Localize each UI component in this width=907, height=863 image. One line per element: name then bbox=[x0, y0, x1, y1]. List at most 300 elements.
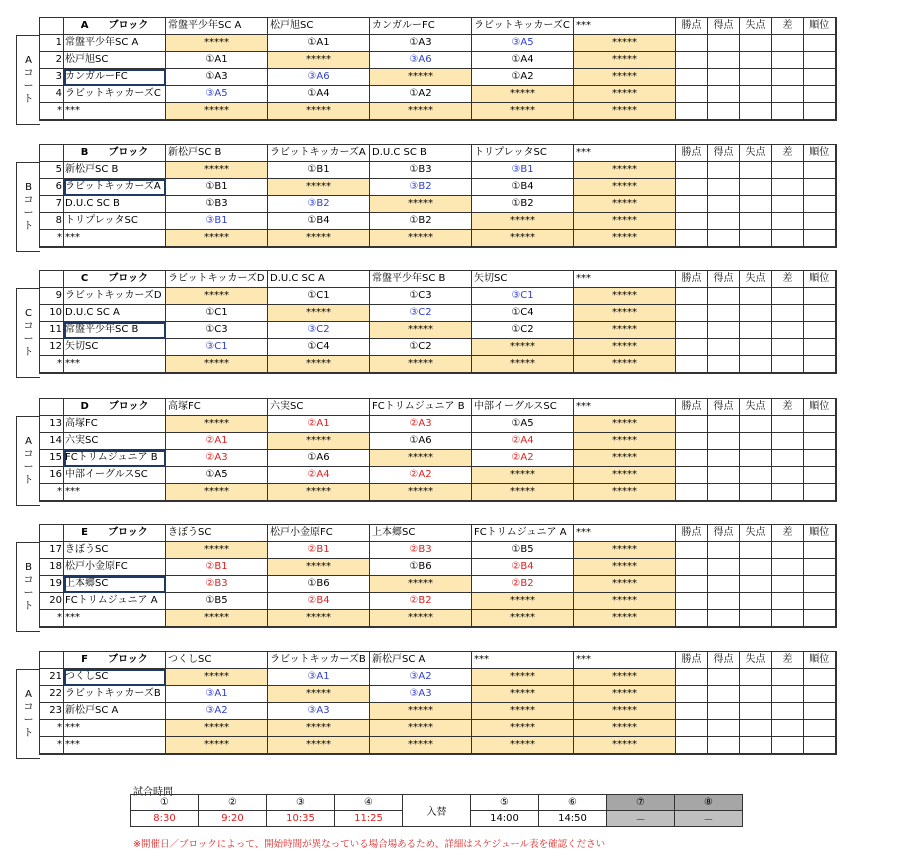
opponent-header: *** bbox=[574, 399, 676, 416]
opponent-header: 中部イーグルスSC bbox=[472, 399, 574, 416]
team-name: *** bbox=[64, 484, 166, 502]
stat-cell bbox=[708, 103, 740, 121]
team-name: 新松戸SC A bbox=[64, 703, 166, 720]
stat-cell bbox=[804, 669, 836, 686]
team-number: 2 bbox=[40, 52, 64, 69]
stat-cell bbox=[772, 356, 804, 374]
team-number: 10 bbox=[40, 305, 64, 322]
header-num-blank bbox=[40, 145, 64, 162]
match-cell: ①A3 bbox=[370, 35, 472, 52]
match-cell: ①A2 bbox=[370, 86, 472, 103]
match-times-title: 試合時間 bbox=[133, 787, 173, 798]
stat-cell bbox=[804, 196, 836, 213]
stat-cell bbox=[708, 288, 740, 305]
table-row bbox=[40, 339, 836, 356]
court-label bbox=[16, 669, 40, 759]
stat-cell bbox=[740, 288, 772, 305]
match-cell: ③B1 bbox=[472, 162, 574, 179]
court-label-char: ト bbox=[23, 475, 34, 486]
court-label-char: ー bbox=[23, 462, 34, 473]
stat-cell bbox=[708, 610, 740, 628]
stat-cell bbox=[804, 69, 836, 86]
stat-cell bbox=[676, 433, 708, 450]
match-cell: ③C2 bbox=[370, 305, 472, 322]
team-name: 上本郷SC bbox=[64, 576, 166, 593]
stat-cell bbox=[708, 322, 740, 339]
stat-header: 失点 bbox=[740, 652, 772, 669]
team-number: * bbox=[40, 720, 64, 737]
blank-cell: ***** bbox=[472, 737, 574, 755]
opponent-header: 新松戸SC B bbox=[166, 145, 268, 162]
blank-cell: ***** bbox=[574, 484, 676, 502]
opponent-header: 矢切SC bbox=[472, 271, 574, 288]
stat-cell bbox=[708, 576, 740, 593]
blank-cell: ***** bbox=[268, 610, 370, 628]
stat-cell bbox=[740, 86, 772, 103]
table-row bbox=[40, 576, 836, 593]
match-cell: ①C2 bbox=[472, 322, 574, 339]
stat-cell bbox=[804, 179, 836, 196]
opponent-header: ラビットキッカーズD bbox=[166, 271, 268, 288]
blank-cell: ***** bbox=[370, 720, 472, 737]
stat-cell bbox=[772, 559, 804, 576]
team-number: 15 bbox=[40, 450, 64, 467]
slot-2-time: 9:20 bbox=[199, 811, 267, 827]
match-cell: ①B4 bbox=[268, 213, 370, 230]
stat-cell bbox=[708, 305, 740, 322]
team-name: 常盤平少年SC A bbox=[64, 35, 166, 52]
stat-cell bbox=[772, 69, 804, 86]
court-label-char: コ bbox=[23, 575, 34, 586]
team-name: つくしSC bbox=[64, 669, 166, 686]
team-number: 13 bbox=[40, 416, 64, 433]
blank-cell: ***** bbox=[472, 467, 574, 484]
match-cell: ①B2 bbox=[472, 196, 574, 213]
slot-6-time: 14:50 bbox=[539, 811, 607, 827]
table-row bbox=[40, 103, 836, 121]
team-number: 11 bbox=[40, 322, 64, 339]
team-number: * bbox=[40, 356, 64, 374]
team-name: トリプレッタSC bbox=[64, 213, 166, 230]
stat-cell bbox=[676, 593, 708, 610]
table-row bbox=[40, 322, 836, 339]
stat-header: 得点 bbox=[708, 145, 740, 162]
table-row bbox=[40, 542, 836, 559]
stat-cell bbox=[772, 103, 804, 121]
match-cell: ①B1 bbox=[166, 179, 268, 196]
stat-header: 勝点 bbox=[676, 145, 708, 162]
match-cell: ②A1 bbox=[166, 433, 268, 450]
match-cell: ③A1 bbox=[166, 686, 268, 703]
opponent-header: FCトリムジュニア B bbox=[370, 399, 472, 416]
stat-header: 差 bbox=[772, 652, 804, 669]
blank-cell: ***** bbox=[166, 669, 268, 686]
opponent-header: 松戸小金原FC bbox=[268, 525, 370, 542]
opponent-header: 新松戸SC A bbox=[370, 652, 472, 669]
stat-cell bbox=[740, 703, 772, 720]
court-label-char: B bbox=[25, 182, 32, 193]
stat-cell bbox=[772, 86, 804, 103]
blank-cell: ***** bbox=[574, 162, 676, 179]
blank-cell: ***** bbox=[370, 322, 472, 339]
stat-cell bbox=[772, 737, 804, 755]
team-name: D.U.C SC A bbox=[64, 305, 166, 322]
stat-cell bbox=[676, 737, 708, 755]
team-number: * bbox=[40, 230, 64, 248]
court-label-char: コ bbox=[23, 449, 34, 460]
slot-2-label: ② bbox=[199, 795, 267, 811]
blank-cell: ***** bbox=[370, 103, 472, 121]
stat-cell bbox=[708, 86, 740, 103]
stat-cell bbox=[676, 103, 708, 121]
stat-cell bbox=[804, 103, 836, 121]
court-label-char: B bbox=[25, 562, 32, 573]
stat-cell bbox=[708, 542, 740, 559]
opponent-header: FCトリムジュニア A bbox=[472, 525, 574, 542]
stat-cell bbox=[772, 35, 804, 52]
opponent-header: ラビットキッカーズA bbox=[268, 145, 370, 162]
match-cell: ①B5 bbox=[472, 542, 574, 559]
blank-cell: ***** bbox=[574, 559, 676, 576]
slot-8-label: ⑧ bbox=[675, 795, 743, 811]
blank-cell: ***** bbox=[472, 669, 574, 686]
match-cell: ①B3 bbox=[166, 196, 268, 213]
team-number: 3 bbox=[40, 69, 64, 86]
court-label-char: A bbox=[25, 689, 32, 700]
team-name: ラビットキッカーズC bbox=[64, 86, 166, 103]
blank-cell: ***** bbox=[370, 610, 472, 628]
team-name: きぼうSC bbox=[64, 542, 166, 559]
match-cell: ②B2 bbox=[370, 593, 472, 610]
opponent-header: 高塚FC bbox=[166, 399, 268, 416]
blank-cell: ***** bbox=[574, 610, 676, 628]
table-row bbox=[40, 484, 836, 502]
stat-cell bbox=[804, 416, 836, 433]
blank-cell: ***** bbox=[166, 720, 268, 737]
stat-cell bbox=[676, 322, 708, 339]
match-cell: ①C4 bbox=[268, 339, 370, 356]
blank-cell: ***** bbox=[370, 196, 472, 213]
table-row bbox=[40, 703, 836, 720]
blank-cell: ***** bbox=[166, 737, 268, 755]
opponent-header: 上本郷SC bbox=[370, 525, 472, 542]
team-name: *** bbox=[64, 610, 166, 628]
table-row bbox=[40, 230, 836, 248]
team-number: 19 bbox=[40, 576, 64, 593]
blank-cell: ***** bbox=[472, 230, 574, 248]
match-cell: ②A1 bbox=[268, 416, 370, 433]
stat-cell bbox=[804, 35, 836, 52]
blank-cell: ***** bbox=[166, 416, 268, 433]
stat-cell bbox=[804, 288, 836, 305]
block-table bbox=[39, 524, 837, 628]
team-number: 16 bbox=[40, 467, 64, 484]
stat-header: 勝点 bbox=[676, 18, 708, 35]
stat-cell bbox=[740, 162, 772, 179]
team-number: 4 bbox=[40, 86, 64, 103]
stat-cell bbox=[740, 52, 772, 69]
team-number: 7 bbox=[40, 196, 64, 213]
stat-cell bbox=[676, 467, 708, 484]
slot-6-label: ⑥ bbox=[539, 795, 607, 811]
court-label-char: A bbox=[25, 55, 32, 66]
stat-cell bbox=[708, 196, 740, 213]
table-row bbox=[40, 686, 836, 703]
stat-cell bbox=[740, 35, 772, 52]
blank-cell: ***** bbox=[574, 356, 676, 374]
team-name: 松戸小金原FC bbox=[64, 559, 166, 576]
stat-cell bbox=[676, 703, 708, 720]
table-row bbox=[40, 450, 836, 467]
stat-cell bbox=[676, 179, 708, 196]
slot-1-time: 8:30 bbox=[131, 811, 199, 827]
match-cell: ①A5 bbox=[472, 416, 574, 433]
match-cell: ①C2 bbox=[370, 339, 472, 356]
match-cell: ③A3 bbox=[268, 703, 370, 720]
stat-cell bbox=[708, 52, 740, 69]
table-row bbox=[40, 162, 836, 179]
blank-cell: ***** bbox=[268, 179, 370, 196]
match-cell: ②B3 bbox=[166, 576, 268, 593]
stat-header: 順位 bbox=[804, 145, 836, 162]
stat-cell bbox=[772, 305, 804, 322]
opponent-header: *** bbox=[574, 525, 676, 542]
court-label-char: C bbox=[25, 308, 32, 319]
match-cell: ①B6 bbox=[370, 559, 472, 576]
stat-cell bbox=[772, 593, 804, 610]
blank-cell: ***** bbox=[472, 593, 574, 610]
stat-cell bbox=[772, 52, 804, 69]
match-cell: ①C4 bbox=[472, 305, 574, 322]
table-row bbox=[40, 52, 836, 69]
opponent-header: *** bbox=[574, 271, 676, 288]
court-label bbox=[16, 162, 40, 252]
match-cell: ②A2 bbox=[472, 450, 574, 467]
stat-cell bbox=[772, 703, 804, 720]
blank-cell: ***** bbox=[166, 484, 268, 502]
blank-cell: ***** bbox=[472, 720, 574, 737]
team-number: 23 bbox=[40, 703, 64, 720]
opponent-header: カンガルーFC bbox=[370, 18, 472, 35]
stat-cell bbox=[804, 433, 836, 450]
blank-cell: ***** bbox=[472, 484, 574, 502]
stat-cell bbox=[708, 230, 740, 248]
block-title: C ブロック bbox=[64, 271, 166, 288]
stat-cell bbox=[676, 542, 708, 559]
match-cell: ③A5 bbox=[472, 35, 574, 52]
court-label-char: コ bbox=[23, 68, 34, 79]
team-number: 21 bbox=[40, 669, 64, 686]
stat-cell bbox=[676, 610, 708, 628]
team-name: 常盤平少年SC B bbox=[64, 322, 166, 339]
match-cell: ②B1 bbox=[268, 542, 370, 559]
opponent-header: D.U.C SC A bbox=[268, 271, 370, 288]
team-number: 12 bbox=[40, 339, 64, 356]
stat-cell bbox=[676, 686, 708, 703]
blank-cell: ***** bbox=[574, 703, 676, 720]
court-label-char: コ bbox=[23, 321, 34, 332]
block-table bbox=[39, 651, 837, 755]
court-label bbox=[16, 416, 40, 506]
stat-cell bbox=[740, 593, 772, 610]
match-cell: ②B4 bbox=[472, 559, 574, 576]
table-row bbox=[40, 35, 836, 52]
opponent-header: ラビットキッカーズC bbox=[472, 18, 574, 35]
stat-cell bbox=[740, 416, 772, 433]
opponent-header: *** bbox=[574, 652, 676, 669]
match-cell: ①A4 bbox=[472, 52, 574, 69]
blank-cell: ***** bbox=[472, 103, 574, 121]
blank-cell: ***** bbox=[370, 576, 472, 593]
blank-cell: ***** bbox=[574, 416, 676, 433]
table-row bbox=[40, 610, 836, 628]
blank-cell: ***** bbox=[472, 86, 574, 103]
court-label-char: ー bbox=[23, 588, 34, 599]
team-name: 新松戸SC B bbox=[64, 162, 166, 179]
team-number: 20 bbox=[40, 593, 64, 610]
team-name: D.U.C SC B bbox=[64, 196, 166, 213]
stat-cell bbox=[772, 179, 804, 196]
stat-cell bbox=[804, 305, 836, 322]
match-cell: ③A6 bbox=[268, 69, 370, 86]
stat-cell bbox=[708, 450, 740, 467]
match-cell: ③A2 bbox=[166, 703, 268, 720]
team-name: ラビットキッカーズD bbox=[64, 288, 166, 305]
team-name: FCトリムジュニア A bbox=[64, 593, 166, 610]
stat-cell bbox=[676, 35, 708, 52]
match-cell: ①A6 bbox=[268, 450, 370, 467]
stat-cell bbox=[676, 416, 708, 433]
stat-cell bbox=[708, 179, 740, 196]
team-name: ラビットキッカーズA bbox=[64, 179, 166, 196]
stat-cell bbox=[676, 288, 708, 305]
opponent-header: 松戸旭SC bbox=[268, 18, 370, 35]
blank-cell: ***** bbox=[574, 69, 676, 86]
stat-header: 得点 bbox=[708, 399, 740, 416]
stat-cell bbox=[740, 720, 772, 737]
blank-cell: ***** bbox=[166, 35, 268, 52]
slot-4-label: ④ bbox=[335, 795, 403, 811]
blank-cell: ***** bbox=[574, 433, 676, 450]
court-label-char: ト bbox=[23, 347, 34, 358]
stat-header: 差 bbox=[772, 399, 804, 416]
stat-header: 得点 bbox=[708, 271, 740, 288]
opponent-header: 六実SC bbox=[268, 399, 370, 416]
stat-cell bbox=[804, 686, 836, 703]
table-row bbox=[40, 720, 836, 737]
team-number: 17 bbox=[40, 542, 64, 559]
match-times-table bbox=[130, 794, 743, 827]
stat-cell bbox=[676, 86, 708, 103]
match-cell: ①A6 bbox=[370, 433, 472, 450]
stat-cell bbox=[740, 433, 772, 450]
court-label-char: ト bbox=[23, 601, 34, 612]
stat-cell bbox=[708, 35, 740, 52]
stat-cell bbox=[740, 542, 772, 559]
stat-cell bbox=[740, 686, 772, 703]
blank-cell: ***** bbox=[166, 162, 268, 179]
stat-header: 失点 bbox=[740, 145, 772, 162]
stat-cell bbox=[740, 576, 772, 593]
stat-cell bbox=[772, 433, 804, 450]
stat-cell bbox=[804, 559, 836, 576]
opponent-header: トリプレッタSC bbox=[472, 145, 574, 162]
match-cell: ①B5 bbox=[166, 593, 268, 610]
stat-header: 勝点 bbox=[676, 652, 708, 669]
match-cell: ①C1 bbox=[268, 288, 370, 305]
stat-cell bbox=[804, 322, 836, 339]
block-table bbox=[39, 398, 837, 502]
stat-cell bbox=[708, 467, 740, 484]
stat-cell bbox=[676, 162, 708, 179]
match-cell: ②B4 bbox=[268, 593, 370, 610]
match-cell: ①A1 bbox=[268, 35, 370, 52]
blank-cell: ***** bbox=[574, 467, 676, 484]
match-cell: ③A3 bbox=[370, 686, 472, 703]
court-label-char: ー bbox=[23, 334, 34, 345]
stat-cell bbox=[804, 356, 836, 374]
team-number: * bbox=[40, 103, 64, 121]
header-num-blank bbox=[40, 18, 64, 35]
block-title: A ブロック bbox=[64, 18, 166, 35]
blank-cell: ***** bbox=[166, 230, 268, 248]
stat-cell bbox=[708, 703, 740, 720]
stat-cell bbox=[740, 322, 772, 339]
table-row bbox=[40, 213, 836, 230]
opponent-header: *** bbox=[574, 145, 676, 162]
stat-header: 失点 bbox=[740, 399, 772, 416]
slot-5-label: ⑤ bbox=[471, 795, 539, 811]
match-cell: ③A5 bbox=[166, 86, 268, 103]
stat-header: 差 bbox=[772, 18, 804, 35]
table-row bbox=[40, 288, 836, 305]
match-cell: ②A4 bbox=[472, 433, 574, 450]
stat-cell bbox=[772, 450, 804, 467]
slot-4-time: 11:25 bbox=[335, 811, 403, 827]
stat-cell bbox=[708, 720, 740, 737]
match-cell: ③A1 bbox=[268, 669, 370, 686]
match-cell: ②B3 bbox=[370, 542, 472, 559]
court-label-char: A bbox=[25, 436, 32, 447]
header-num-blank bbox=[40, 399, 64, 416]
stat-header: 失点 bbox=[740, 525, 772, 542]
team-name: カンガルーFC bbox=[64, 69, 166, 86]
slot-3-label: ③ bbox=[267, 795, 335, 811]
match-cell: ②B2 bbox=[472, 576, 574, 593]
match-cell: ③B1 bbox=[166, 213, 268, 230]
team-name: 六実SC bbox=[64, 433, 166, 450]
header-num-blank bbox=[40, 525, 64, 542]
stat-cell bbox=[708, 356, 740, 374]
blank-cell: ***** bbox=[268, 720, 370, 737]
stat-cell bbox=[740, 69, 772, 86]
stat-header: 勝点 bbox=[676, 525, 708, 542]
blank-cell: ***** bbox=[574, 542, 676, 559]
blank-cell: ***** bbox=[574, 179, 676, 196]
stat-cell bbox=[772, 339, 804, 356]
blank-cell: ***** bbox=[268, 686, 370, 703]
match-cell: ②A2 bbox=[370, 467, 472, 484]
stat-cell bbox=[708, 162, 740, 179]
stat-cell bbox=[740, 484, 772, 502]
schedule-note: ※開催日／ブロックによって、開始時間が異なっている場合場あるため、詳細はスケジュール表を確認ください bbox=[133, 839, 606, 850]
blank-cell: ***** bbox=[574, 196, 676, 213]
blank-cell: ***** bbox=[268, 52, 370, 69]
team-name: *** bbox=[64, 356, 166, 374]
team-name: *** bbox=[64, 720, 166, 737]
stat-header: 差 bbox=[772, 271, 804, 288]
stat-cell bbox=[804, 576, 836, 593]
